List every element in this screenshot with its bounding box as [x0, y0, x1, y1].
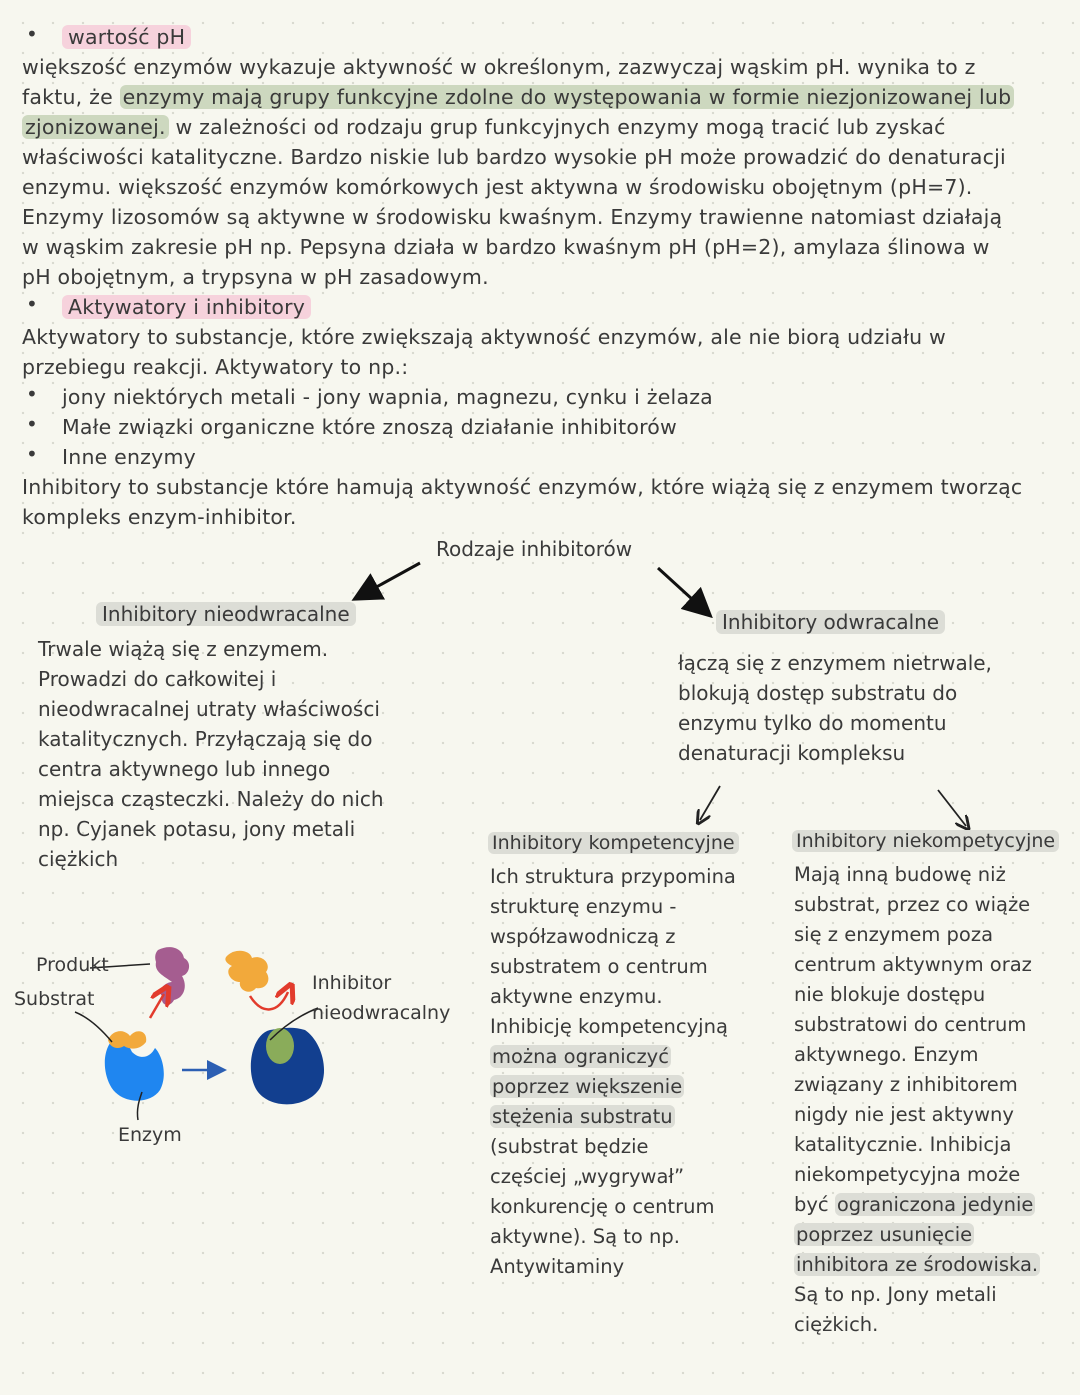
- arrow-noncompetitive: [938, 790, 966, 826]
- enzyme-label: Enzym: [118, 1124, 182, 1146]
- text-line: Inhibicję kompetencyjną: [490, 1015, 728, 1038]
- list-item: jony niektórych metali - jony wapnia, magnezu, cynku i żelaza: [62, 385, 713, 409]
- text-line: związany z inhibitorem: [794, 1073, 1018, 1096]
- text-line: [490, 1102, 736, 1132]
- text-line-part: być: [794, 1193, 829, 1216]
- text-line: nie blokuje dostępu: [794, 983, 986, 1006]
- ph-highlight: zjonizowanej.: [22, 115, 169, 139]
- text-line: [794, 1220, 1040, 1250]
- text-line: nigdy nie jest aktywny: [794, 1103, 1014, 1126]
- text-line: katalitycznych. Przyłączają się do: [38, 727, 373, 751]
- highlight: ograniczona jedynie: [836, 1193, 1034, 1216]
- text-line: aktywne). Są to np.: [490, 1225, 680, 1248]
- text-line: aktywne enzymu.: [490, 985, 663, 1008]
- text-line: Ich struktura przypomina: [490, 865, 736, 888]
- competitive-description: [490, 862, 736, 1282]
- list-item: Małe związki organiczne które znoszą działanie inhibitorów: [62, 415, 678, 439]
- text-line: strukturę enzymu -: [490, 895, 677, 918]
- text-line: [490, 1042, 736, 1072]
- inhibitors-line: kompleks enzym-inhibitor.: [22, 505, 297, 529]
- irreversible-title: [96, 602, 356, 626]
- activators-line: przebiegu reakcji. Aktywatory to np.:: [22, 355, 409, 379]
- text-line: enzymu tylko do momentu: [678, 711, 947, 735]
- text-line: substrat, przez co wiąże: [794, 893, 1031, 916]
- ph-line: właściwości katalityczne. Bardzo niskie lub bardzo wysokie pH może prowadzić do denaturacji: [22, 145, 1006, 169]
- text-line: np. Cyjanek potasu, jony metali: [38, 817, 356, 841]
- arrow-left-branch: [362, 563, 420, 595]
- list-item: Inne enzymy: [62, 445, 196, 469]
- text-line: aktywnego. Enzym: [794, 1043, 979, 1066]
- highlight: można ograniczyć: [492, 1045, 669, 1068]
- highlight: stężenia substratu: [492, 1105, 673, 1128]
- activators-heading-text: Aktywatory i inhibitory: [62, 295, 311, 319]
- text-line: Trwale wiążą się z enzymem.: [38, 637, 329, 661]
- substrate-label: Substrat: [14, 988, 95, 1010]
- enzyme-inhibitor-illustration: [225, 951, 324, 1105]
- text-line: Są to np. Jony metali: [794, 1283, 997, 1306]
- text-line: konkurencję o centrum: [490, 1195, 715, 1218]
- text-line: centrum aktywnym oraz: [794, 953, 1032, 976]
- inhibitor-label: Inhibitor: [312, 972, 392, 994]
- text-line: ciężkich: [38, 847, 119, 871]
- text-line: substratem o centrum: [490, 955, 708, 978]
- bullet-dot: •: [26, 442, 38, 466]
- ph-line-part: faktu, że: [22, 85, 113, 109]
- text-line: ciężkich.: [794, 1313, 879, 1336]
- ph-line: większość enzymów wykazuje aktywność w określonym, zazwyczaj wąskim pH. wynika to z: [22, 55, 976, 79]
- text-line: [490, 1072, 736, 1102]
- reversible-description: [678, 648, 992, 768]
- ph-highlight: enzymy mają grupy funkcyjne zdolne do występowania w formie niezjonizowanej lub: [120, 85, 1015, 109]
- text-line: blokują dostęp substratu do: [678, 681, 958, 705]
- ph-line: enzymu. większość enzymów komórkowych jest aktywna w środowisku obojętnym (pH=7).: [22, 175, 973, 199]
- bullet-dot: •: [26, 292, 38, 316]
- text-line: współzawodniczą z: [490, 925, 676, 948]
- ph-line-part: w zależności od rodzaju grup funkcyjnych enzymy mogą tracić lub zyskać: [175, 115, 946, 139]
- competitive-title: [488, 832, 739, 854]
- text-line: denaturacji kompleksu: [678, 741, 906, 765]
- bullet-dot: •: [26, 22, 38, 46]
- text-line: się z enzymem poza: [794, 923, 994, 946]
- arrow-competitive: [700, 786, 720, 820]
- text-line: Antywitaminy: [490, 1255, 625, 1278]
- text-line: Prowadzi do całkowitej i: [38, 667, 277, 691]
- ph-heading-text: wartość pH: [62, 25, 191, 49]
- diagram-root-label: Rodzaje inhibitorów: [436, 537, 633, 561]
- ph-line: w wąskim zakresie pH np. Pepsyna działa w bardzo kwaśnym pH (pH=2), amylaza ślinowa w: [22, 235, 990, 259]
- noncompetitive-description: [794, 860, 1040, 1340]
- reversible-title: [716, 610, 945, 634]
- inhibitors-line: Inhibitory to substancje które hamują aktywność enzymów, które wiążą się z enzymem tworząc: [22, 475, 1023, 499]
- text-line: centra aktywnego lub innego: [38, 757, 331, 781]
- text-line: [794, 1250, 1040, 1280]
- reversible-title-text: Inhibitory odwracalne: [716, 610, 945, 634]
- irreversible-title-text: Inhibitory nieodwracalne: [96, 602, 356, 626]
- bullet-dot: •: [26, 382, 38, 406]
- text-line: [794, 1190, 1040, 1220]
- activators-line: Aktywatory to substancje, które zwiększają aktywność enzymów, ale nie biorą udziału w: [22, 325, 947, 349]
- noncompetitive-title: [792, 830, 1059, 852]
- product-label: Produkt: [36, 954, 109, 976]
- bullet-dot: •: [26, 412, 38, 436]
- irreversible-description: [38, 634, 384, 874]
- inhibitor-label-2: nieodwracalny: [312, 1002, 451, 1024]
- text-line: łączą się z enzymem nietrwale,: [678, 651, 992, 675]
- ph-line: pH obojętnym, a trypsyna w pH zasadowym.: [22, 265, 489, 289]
- text-line: częściej „wygrywał”: [490, 1165, 685, 1188]
- highlight: poprzez większenie: [492, 1075, 683, 1098]
- highlight: poprzez usunięcie: [796, 1223, 973, 1246]
- text-line: (substrat będzie: [490, 1135, 649, 1158]
- text-line: niekompetycyjna może: [794, 1163, 1021, 1186]
- text-line: substratowi do centrum: [794, 1013, 1027, 1036]
- arrow-right-branch: [658, 568, 704, 610]
- text-line: miejsca cząsteczki. Należy do nich: [38, 787, 384, 811]
- noncompetitive-title-text: Inhibitory niekompetycyjne: [792, 830, 1059, 852]
- ph-line: Enzymy lizosomów są aktywne w środowisku kwaśnym. Enzymy trawienne natomiast działają: [22, 205, 1003, 229]
- competitive-title-text: Inhibitory kompetencyjne: [488, 832, 739, 854]
- text-line: nieodwracalnej utraty właściwości: [38, 697, 380, 721]
- highlight: inhibitora ze środowiska.: [796, 1253, 1039, 1276]
- text-line: Mają inną budowę niż: [794, 863, 1006, 886]
- text-line: katalitycznie. Inhibicja: [794, 1133, 1012, 1156]
